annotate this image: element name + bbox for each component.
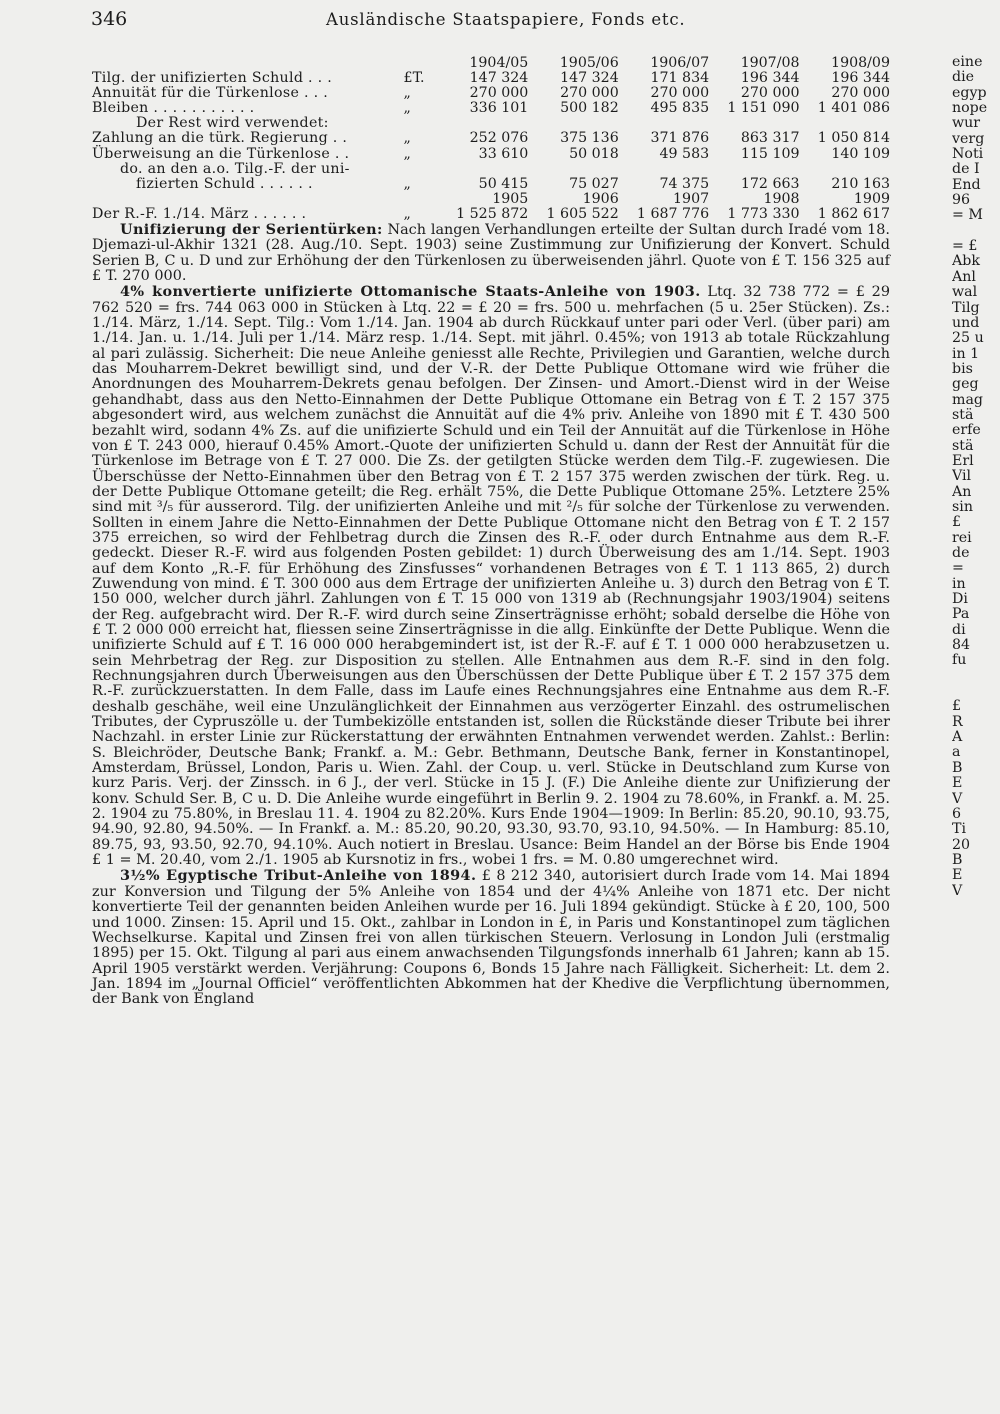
cell-value: 1908/09 — [831, 55, 890, 71]
cell-value: 371 876 — [650, 130, 710, 147]
margin-fragment: Noti — [952, 146, 984, 163]
cell-value: 495 835 — [650, 100, 710, 117]
margin-fragment: a — [952, 744, 961, 761]
cell-value: 115 109 — [740, 145, 800, 162]
cell-value: 1 605 522 — [546, 205, 619, 222]
margin-fragment: R — [952, 713, 963, 730]
margin-fragment: = M — [952, 207, 983, 224]
margin-fragment: Tilg — [952, 299, 980, 316]
cell-value: 270 000 — [469, 85, 529, 102]
cell-value — [438, 162, 528, 177]
cell-value: 1905 — [492, 190, 529, 207]
cell-value: 1 525 872 — [456, 205, 529, 222]
cell-value: 74 375 — [659, 175, 710, 192]
margin-fragment: bis — [952, 360, 973, 377]
section-heading: Unifizierung der Serientürken: — [120, 221, 383, 239]
margin-fragment: E — [952, 867, 963, 884]
section-anleihe-1903 — [92, 284, 890, 868]
table-row — [92, 116, 890, 131]
row-label: Der R.-F. 1./14. März . . . . . . — [92, 205, 307, 222]
table-row — [92, 86, 890, 101]
row-label: Annuität für die Türkenlose . . . — [92, 85, 328, 102]
row-label: Überweisung an die Türkenlose . . — [92, 145, 350, 162]
cell-value: 1 773 330 — [727, 205, 800, 222]
row-unit: „ — [403, 85, 411, 102]
row-unit: „ — [403, 205, 411, 222]
section-text: Nach langen Verhandlungen erteilte der Sultan durch Iradé vom 18. Djemazi-ul-Akhir 1321 (28. Aug./10. Sept. 1903) seine Zustimmung zur Unifizierung der Konvert. Schuld Serien B, C u. D und zur Erhöhung der den Türkenlosen zu überweisenden jährl. Quote von £ T. 156 325 auf £ T. 270 000. — [92, 222, 890, 285]
cell-value: 1907 — [673, 190, 710, 207]
cell-value: 1906/07 — [650, 55, 710, 71]
row-label: Der Rest wird verwendet: — [136, 115, 329, 132]
cell-value: 33 610 — [478, 145, 529, 162]
year-header-row — [92, 56, 890, 71]
margin-fragment: Abk — [952, 253, 980, 270]
margin-fragment: stä — [952, 437, 974, 454]
margin-fragment: = £ — [952, 238, 978, 255]
cell-value — [438, 116, 528, 131]
margin-fragment: End — [952, 176, 981, 193]
cell-value: 270 000 — [740, 85, 800, 102]
section-unifizierung — [92, 222, 890, 284]
section-text: Ltq. 32 738 772 = £ 29 762 520 = frs. 744 063 000 in Stücken à Ltq. 22 = £ 20 = frs. 500 u. mehrfachen (5 u. 25er Stücken). Zs.: 1./14. März, 1./14. Sept. Tilg.: Vom 1./14. Jan. 1904 ab durch Rückkauf unter pari oder Verl. (über pari) am 1./14. Jan. u. 1./14. Juli per 1./14. März resp. 1./14. Sept. mit jährl. 0.45%; von 1913 ab totale Rückzahlung al pari zulässig. Sicherheit: Die neue Anleihe geniesst alle Rechte, Privilegien und Garantien, welche durch das Mouharrem-Dekret bewilligt sind, und der V.-R. der Dette Publique Ottomane wird wie früher die Anordnungen des Mouharrem-Dekrets genau befolgen. Der Zinsen- und Amort.-Dienst wird in der Weise gehandhabt, dass aus den Netto-Einnahmen der Dette Publique Ottomane ein Betrag von £ T. 2 157 375 abgesondert wird, aus welchem zunächst die Annuität auf die 4% priv. Anleihe von 1890 mit £ T. 430 500 bezahlt wird, sodann 4% Zs. auf die unifizierte Schuld und ein Teil der Annuität auf die Türkenlose in Höhe von £ T. 243 000, hierauf 0.45% Amort.-Quote der unifizierten Schuld u. dann der Rest der Annuität für die Türkenlose im Betrage von £ T. 27 000. Die Zs. der getilgten Stücke werden dem Tilg.-F. zugewiesen. Die Überschüsse der Netto-Einnahmen über den Betrag von £ T. 2 157 375 werden zwischen der türk. Reg. u. der Dette Publique Ottomane geteilt; die Reg. erhält 75%, die Dette Publique Ottomane 25%. Letztere 25% sind mit ³/₅ für ausserord. Tilg. der unifizierten Anleihe und mit ²/₅ für solche der Türkenlose zu verwenden. Sollten in einem Jahre die Netto-Einnahmen der Dette Publique Ottomane nicht den Betrag von £ T. 2 157 375 erreichen, so wird der Fehlbetrag durch die Zinsen des R.-F. oder durch Entnahme aus dem R.-F. gedeckt. Dieser R.-F. wird aus folgenden Posten gebildet: 1) durch Überweisung des am 1./14. Sept. 1903 auf dem Konto „R.-F. für Erhöhung des Zinsfusses“ vorhandenen Betrages von £ T. 1 113 865, 2) durch Zuwendung von mind. £ T. 300 000 aus dem Ertrage der unifizierten Anleihe u. 3) durch den Betrag von £ T. 150 000, welcher durch jährl. Zahlungen von £ T. 15 000 von 1319 ab (Rechnungsjahr 1903/1904) seitens der Reg. aufgebracht wird. Der R.-F. wird durch seine Zinserträgnisse erhöht; sobald derselbe die Höhe von £ T. 2 000 000 erreicht hat, fliessen seine Zinserträgnisse in die allg. Einkünfte der Dette Publique. Wenn die unifizierte Schuld auf £ T. 16 000 000 herabgemindert ist, ist der R.-F. auf £ T. 1 000 000 herabzusetzen u. sein Mehrbetrag der Reg. zur Disposition zu stellen. Alle Entnahmen aus dem R.-F. sind in den folg. Rechnungsjahren durch Überweisungen aus den Überschüssen der Dette Publique über £ T. 2 157 375 dem R.-F. zurückzuerstatten. In dem Falle, dass im Laufe eines Rechnungsjahres eine Entnahme aus dem R.-F. deshalb geschähe, weil eine Unzulänglichkeit der Einnahmen aus verzögerter Einzahl. des ostrumelischen Tributes, der Cypruszölle u. der Tumbekizölle entstanden ist, sollen die Rückstände dieser Tribute bei ihrer Nachzahl. in erster Linie zur Rückerstattung der erwähnten Entnahmen verwendet werden. Zahlst.: Berlin: S. Bleichröder, Deutsche Bank; Frankf. a. M.: Gebr. Bethmann, Deutsche Bank, ferner in Konstantinopel, Amsterdam, Brüssel, London, Paris u. Wien. Zahl. der Coup. u. verl. Stücke in Deutschland zum Kurse von kurz Paris. Verj. der Zinssch. in 6 J., der verl. Stücke in 15 J. (F.) Die Anleihe diente zur Unifizierung der konv. Schuld Ser. B, C u. D. Die Anleihe wurde eingeführt in Berlin 9. 2. 1904 zu 78.60%, in Frankf. a. M. 25. 2. 1904 zu 75.80%, in Breslau 11. 4. 1904 zu 82.20%. Kurs Ende 1904—1909: In Berlin: 85.20, 90.10, 93.75, 94.90, 92.80, 94.50%. — In Frankf. a. M.: 85.20, 90.20, 93.30, 93.70, 93.10, 94.50%. — In Hamburg: 85.10, 89.75, 93, 93.50, 92.70, 94.10%. Auch notiert in Breslau. Usance: Beim Handel an der Börse bis Ende 1904 £ 1 = M. 20.40, vom 2./1. 1905 ab Kursnotiz in frs., wobei 1 frs. = M. 0.80 umgerechnet wird. — [92, 284, 890, 869]
margin-fragment: E — [952, 775, 963, 792]
margin-fragment: V — [952, 790, 963, 807]
cell-value — [800, 116, 890, 131]
cell-value: 375 136 — [560, 130, 619, 147]
margin-fragment: 20 — [952, 836, 971, 853]
table-row — [92, 162, 890, 177]
row-label: Tilg. der unifizierten Schuld . . . — [92, 70, 333, 87]
cell-value: 863 317 — [740, 130, 800, 147]
cell-value — [528, 162, 618, 177]
running-head: Ausländische Staatspapiere, Fonds etc. — [326, 10, 686, 29]
cell-value: 172 663 — [740, 175, 800, 192]
row-label: fizierten Schuld . . . . . . — [136, 175, 313, 192]
margin-fragment: de — [952, 545, 970, 561]
table-row — [92, 177, 890, 192]
table-row — [92, 71, 890, 86]
cell-value: 147 324 — [469, 70, 529, 87]
margin-fragment: mag — [952, 391, 983, 408]
row-unit: „ — [403, 145, 411, 162]
margin-fragment: £ — [952, 514, 962, 531]
cell-value: 1907/08 — [740, 55, 800, 71]
margin-fragment: in 1 — [952, 345, 980, 362]
margin-fragment: = — [952, 560, 964, 577]
margin-fragment — [952, 224, 1000, 239]
margin-fragment: und — [952, 314, 980, 331]
cell-value — [528, 116, 618, 131]
cell-value: 500 182 — [560, 100, 619, 117]
row-unit — [404, 56, 438, 71]
cell-value: 147 324 — [560, 70, 619, 87]
margin-fragment: An — [952, 483, 972, 500]
cell-value: 270 000 — [831, 85, 890, 102]
cell-value: 270 000 — [560, 85, 619, 102]
cell-value: 171 834 — [650, 70, 710, 87]
margin-fragment: Pa — [952, 606, 970, 623]
cell-value — [709, 116, 799, 131]
cell-value: 210 163 — [831, 175, 890, 192]
margin-fragment: erfe — [952, 422, 981, 439]
cell-value: 1 151 090 — [727, 100, 800, 117]
margin-fragment: di — [952, 621, 966, 638]
margin-fragment: 96 — [952, 192, 971, 209]
section-text: £ 8 212 340, autorisiert durch Irade vom 14. Mai 1894 zur Konversion und Tilgung der 5% Anleihe von 1854 und der 4¼% Anleihe von 1871 etc. Der nicht konvertierte Teil der genannten beiden Anleihen wurde per 16. Juli 1894 gekündigt. Stücke à £ 20, 100, 500 und 1000. Zinsen: 15. April und 15. Okt., zahlbar in London in £, in Paris und Konstantinopel zum täglichen Wechselkurse. Kapital und Zinsen frei von allen türkischen Steuern. Verlosung in London Juli (erstmalig 1895) per 15. Okt. Tilgung al pari aus einem anwachsenden Tilgungsfonds innerhalb 61 Jahren; kann ab 15. April 1905 verstärkt werden. Verjährung: Coupons 6, Bonds 15 Jahre nach Fälligkeit. Sicherheit: Lt. dem 2. Jan. 1894 im „Journal Officiel“ veröffentlichten Abkommen hat der Khedive die Verpflichtung übernommen, der Bank von England — [92, 868, 890, 1008]
table-row — [92, 131, 890, 146]
margin-fragment: rei — [952, 529, 972, 546]
cell-value: 1 401 086 — [817, 100, 890, 117]
margin-fragment — [952, 669, 1000, 684]
row-label: Zahlung an die türk. Regierung . . — [92, 130, 348, 147]
margin-fragment: Di — [952, 591, 968, 608]
cell-value — [709, 162, 799, 177]
margin-fragment: £ — [952, 698, 962, 715]
page-number: 346 — [91, 8, 128, 30]
margin-fragment: eine — [952, 55, 983, 70]
margin-fragment: stä — [952, 406, 974, 423]
section-heading: 4% konvertierte unifizierte Ottomanische Staats-Anleihe von 1903. — [120, 283, 701, 301]
margin-fragment: sin — [952, 498, 973, 515]
cell-value: 1905/06 — [559, 55, 619, 71]
margin-fragment: Erl — [952, 452, 974, 469]
margin-fragment: wur — [952, 115, 981, 132]
cell-value: 1 050 814 — [817, 130, 890, 147]
margin-fragment: Vil — [952, 468, 972, 485]
margin-fragment: Anl — [952, 268, 976, 285]
margin-fragment: A — [952, 729, 963, 746]
cell-value: 75 027 — [569, 175, 619, 192]
cell-value: 1904/05 — [469, 55, 529, 71]
margin-fragment: wal — [952, 284, 978, 301]
cell-value: 196 344 — [740, 70, 800, 87]
cell-value: 252 076 — [469, 130, 529, 147]
cell-value: 1 862 617 — [817, 205, 890, 222]
margin-fragment: 6 — [952, 805, 962, 822]
row-unit — [404, 116, 438, 131]
section-tribut-anleihe-1894 — [92, 868, 890, 1007]
cell-value — [619, 116, 709, 131]
table-row-reserve — [92, 207, 890, 222]
margin-fragment: de I — [952, 161, 980, 178]
row-unit: „ — [403, 100, 411, 117]
row-unit: £T. — [403, 70, 425, 87]
cell-value: 50 018 — [569, 145, 619, 162]
cell-value: 336 101 — [469, 100, 529, 117]
cell-value: 1906 — [582, 190, 619, 207]
cell-value — [619, 162, 709, 177]
row-unit — [404, 192, 438, 207]
cell-value: 50 415 — [478, 175, 529, 192]
row-unit — [404, 162, 438, 177]
row-label — [92, 192, 404, 207]
financial-table — [92, 56, 890, 222]
cell-value: 270 000 — [650, 85, 710, 102]
cell-value: 1909 — [853, 190, 890, 207]
margin-fragment: B — [952, 851, 963, 868]
main-column — [92, 56, 890, 1008]
table-row — [92, 147, 890, 162]
adjacent-page-margin — [952, 55, 1000, 899]
row-unit: „ — [403, 175, 411, 192]
margin-fragment: die — [952, 69, 975, 86]
cell-value: 1 687 776 — [636, 205, 710, 222]
cell-value: 49 583 — [659, 145, 710, 162]
margin-fragment: V — [952, 882, 963, 899]
year-header-row — [92, 192, 890, 207]
row-label: do. an den a.o. Tilg.-F. der uni- — [120, 160, 350, 177]
cell-value: 140 109 — [831, 145, 890, 162]
margin-fragment: geg — [952, 376, 979, 393]
margin-fragment — [952, 684, 1000, 699]
margin-fragment: fu — [952, 652, 967, 669]
margin-fragment: Ti — [952, 821, 967, 838]
margin-fragment: B — [952, 759, 963, 776]
row-unit: „ — [403, 130, 411, 147]
margin-fragment: egyp — [952, 84, 987, 101]
row-label — [92, 56, 404, 71]
margin-fragment: in — [952, 575, 966, 592]
cell-value: 1908 — [763, 190, 800, 207]
row-label: Bleiben . . . . . . . . . . . — [92, 100, 255, 117]
margin-fragment: nope — [952, 100, 988, 117]
margin-fragment: verg — [952, 130, 985, 147]
table-row — [92, 101, 890, 116]
margin-fragment: 25 u — [952, 330, 984, 347]
section-heading: 3½% Egyptische Tribut-Anleihe von 1894. — [120, 867, 477, 885]
cell-value: 196 344 — [831, 70, 890, 87]
cell-value — [800, 162, 890, 177]
margin-fragment: 84 — [952, 637, 971, 654]
